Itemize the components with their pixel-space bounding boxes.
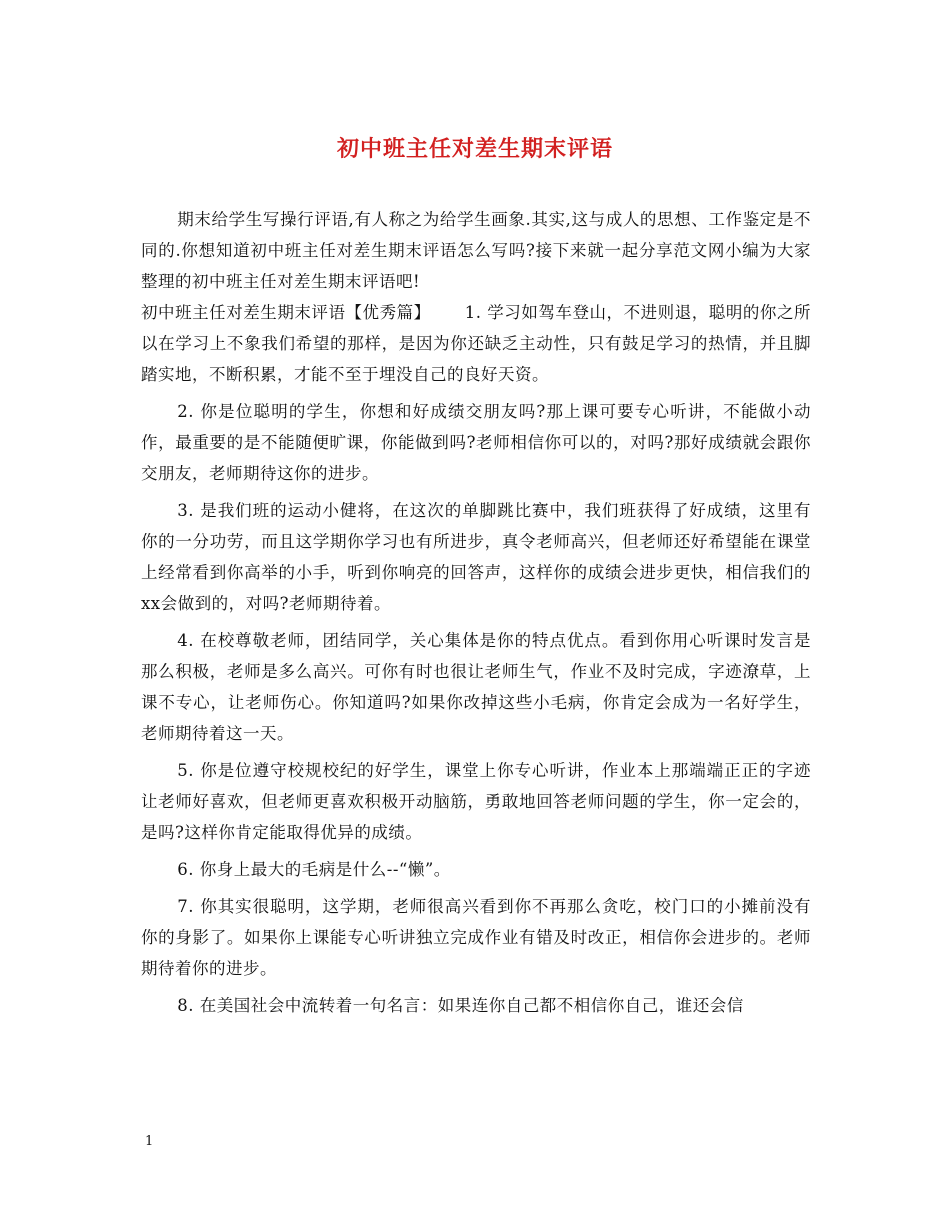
section-heading: 初中班主任对差生期末评语【优秀篇】	[141, 303, 431, 322]
page-number: 1	[145, 1134, 154, 1149]
document-title: 初中班主任对差生期末评语	[336, 136, 613, 162]
list-item: 4. 在校尊敬老师，团结同学，关心集体是你的特点优点。看到你用心听课时发言是那么积极，老师是多么高兴。可你有时也很让老师生气，作业不及时完成，字迹潦草，上课不专心，让老师伤心。你知道吗?如果你改掉这些小毛病，你肯定会成为一名好学生，老师期待着这一天。	[141, 631, 811, 743]
list-item: 1. 学习如驾车登山，不进则退，聪明的你之所以在学习上不象我们希望的那样，是因为你还缺乏主动性，只有鼓足学习的热情，并且脚踏实地，不断积累，才能不至于埋没自己的良好天资。	[141, 303, 811, 384]
list-item: 6. 你身上最大的毛病是什么--“懒”。	[177, 860, 451, 879]
list-item: 5. 你是位遵守校规校纪的好学生，课堂上你专心听讲，作业本上那端端正正的字迹让老师好喜欢，但老师更喜欢积极开动脑筋，勇敢地回答老师问题的学生，你一定会的，是吗?这样你肯定能取得优异的成绩。	[141, 761, 811, 842]
list-item: 2. 你是位聪明的学生，你想和好成绩交朋友吗?那上课可要专心听讲，不能做小动作，最重要的是不能随便旷课，你能做到吗?老师相信你可以的，对吗?那好成绩就会跟你交朋友，老师期待这你的进步。	[141, 402, 811, 483]
intro-paragraph: 期末给学生写操行评语,有人称之为给学生画象.其实,这与成人的思想、工作鉴定是不同的.你想知道初中班主任对差生期末评语怎么写吗?接下来就一起分享范文网小编为大家整理的初中班主任对差生期末评语吧!	[141, 210, 811, 291]
list-item: 7. 你其实很聪明，这学期，老师很高兴看到你不再那么贪吃，校门口的小摊前没有你的身影了。如果你上课能专心听讲独立完成作业有错及时改正，相信你会进步的。老师期待着你的进步。	[141, 897, 811, 978]
section-paragraph	[141, 297, 811, 390]
list-item: 8. 在美国社会中流转着一句名言：如果连你自己都不相信你自己，谁还会信	[177, 996, 744, 1015]
document-body	[141, 204, 811, 1027]
list-item: 3. 是我们班的运动小健将，在这次的单脚跳比赛中，我们班获得了好成绩，这里有你的一分功劳，而且这学期你学习也有所进步，真令老师高兴，但老师还好希望能在课堂上经常看到你高举的小手，听到你响亮的回答声，这样你的成绩会进步更快，相信我们的xx会做到的，对吗?老师期待着。	[141, 501, 811, 613]
